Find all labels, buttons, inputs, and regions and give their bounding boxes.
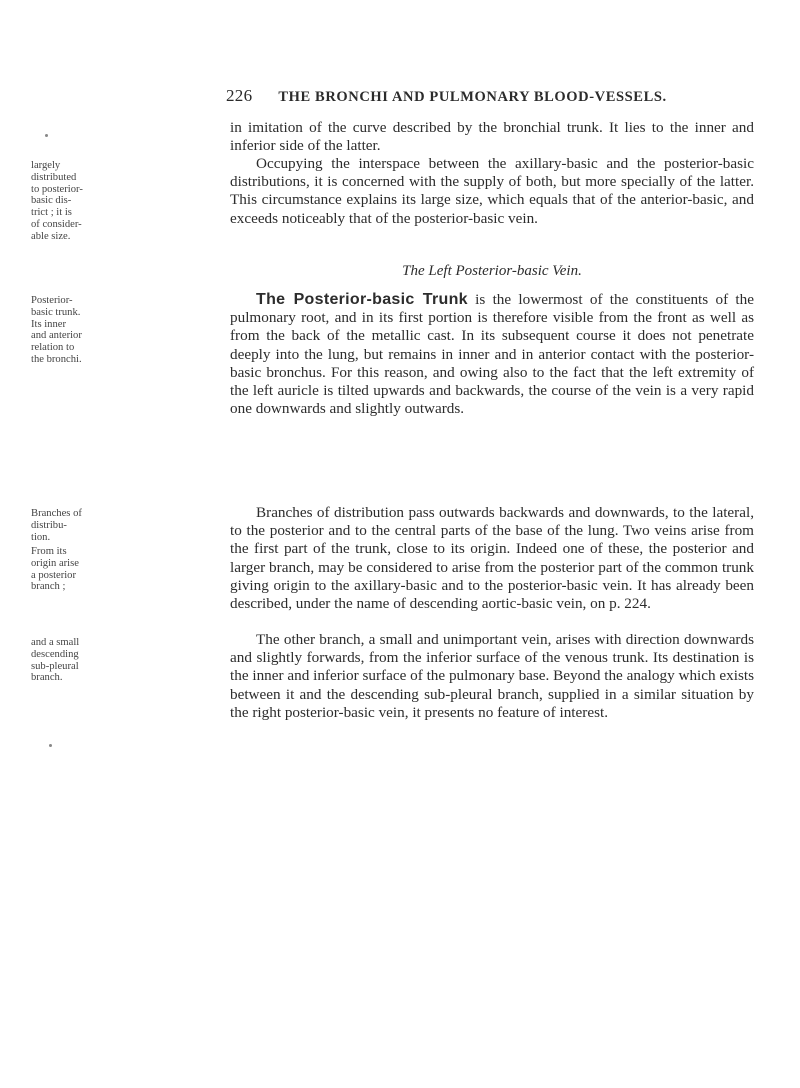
paragraph-other-branch bbox=[230, 631, 754, 722]
margin-note-distribution: largely distributed to posterior- basic dis- trict ; it is of consider- able size. bbox=[31, 160, 83, 242]
margin-dot-mark bbox=[49, 744, 52, 747]
paragraph-text: is the lowermost of the constituents of the pulmonary root, and in its first portion is therefore visible from the front as well as from the back of the metallic cast. In its subsequent course it does not penetrate deeply into the lung, but remains in inner and in anterior contact with the posterior-basic bronchus. For this reason, and owing also to the fact that the left extremity of the left auricle is tilted upwards and backwards, the course of the vein is a very rapid one downwards and slightly outwards. bbox=[230, 291, 754, 418]
paragraph-text: Occupying the interspace between the axillary-basic and the posterior-basic distributions, it is concerned with the supply of both, but more specially of the latter. This circumstance explains its large size, which equals that of the anterior-basic, and exceeds noticeably that of the posterior-basic vein. bbox=[230, 155, 754, 227]
paragraph-interspace bbox=[230, 155, 754, 228]
section-heading: The Left Posterior-basic Vein. bbox=[402, 263, 582, 279]
paragraph-posterior-basic-trunk bbox=[230, 291, 754, 418]
running-title: THE BRONCHI AND PULMONARY BLOOD-VESSELS. bbox=[278, 89, 667, 105]
paragraph-text: The other branch, a small and unimportant vein, arises with direction downwards and slightly forwards, from the inferior surface of the venous trunk. Its destination is the inner and inferior surface of the pulmonary base. Beyond the analogy which exists between it and the descending sub-pleural branch, supplied in a similar situation by the right posterior-basic vein, it presents no feature of interest. bbox=[230, 631, 754, 721]
margin-note-posterior-basic-trunk: Posterior- basic trunk. Its inner and anterior relation to the bronchi. bbox=[31, 295, 82, 365]
paragraph-continuation bbox=[230, 119, 754, 155]
margin-note-sub-pleural-branch: and a small descending sub-pleural branch. bbox=[31, 637, 80, 684]
page-header bbox=[226, 86, 746, 110]
paragraph-text: in imitation of the curve described by the bronchial trunk. It lies to the inner and inferior side of the latter. bbox=[230, 119, 754, 155]
margin-dot-mark bbox=[45, 134, 48, 137]
paragraph-text: Branches of distribution pass outwards backwards and downwards, to the lateral, to the posterior and to the central parts of the base of the lung. Two veins arise from the first part of the trunk, close to its origin. Indeed one of these, the posterior and larger branch, may be considered to arise from the posterior part of the common trunk giving origin to the axillary-basic and to the posterior-basic vein. It has already been described, under the name of descending aortic-basic vein, on p. 224. bbox=[230, 504, 754, 613]
paragraph-branches bbox=[230, 504, 754, 613]
margin-note-branches: Branches of distribu- tion. bbox=[31, 508, 82, 543]
trunk-name-heading: The Posterior-basic Trunk bbox=[256, 291, 468, 308]
margin-note-posterior-branch: From its origin arise a posterior branch ; bbox=[31, 546, 79, 593]
page-number: 226 bbox=[226, 86, 253, 105]
